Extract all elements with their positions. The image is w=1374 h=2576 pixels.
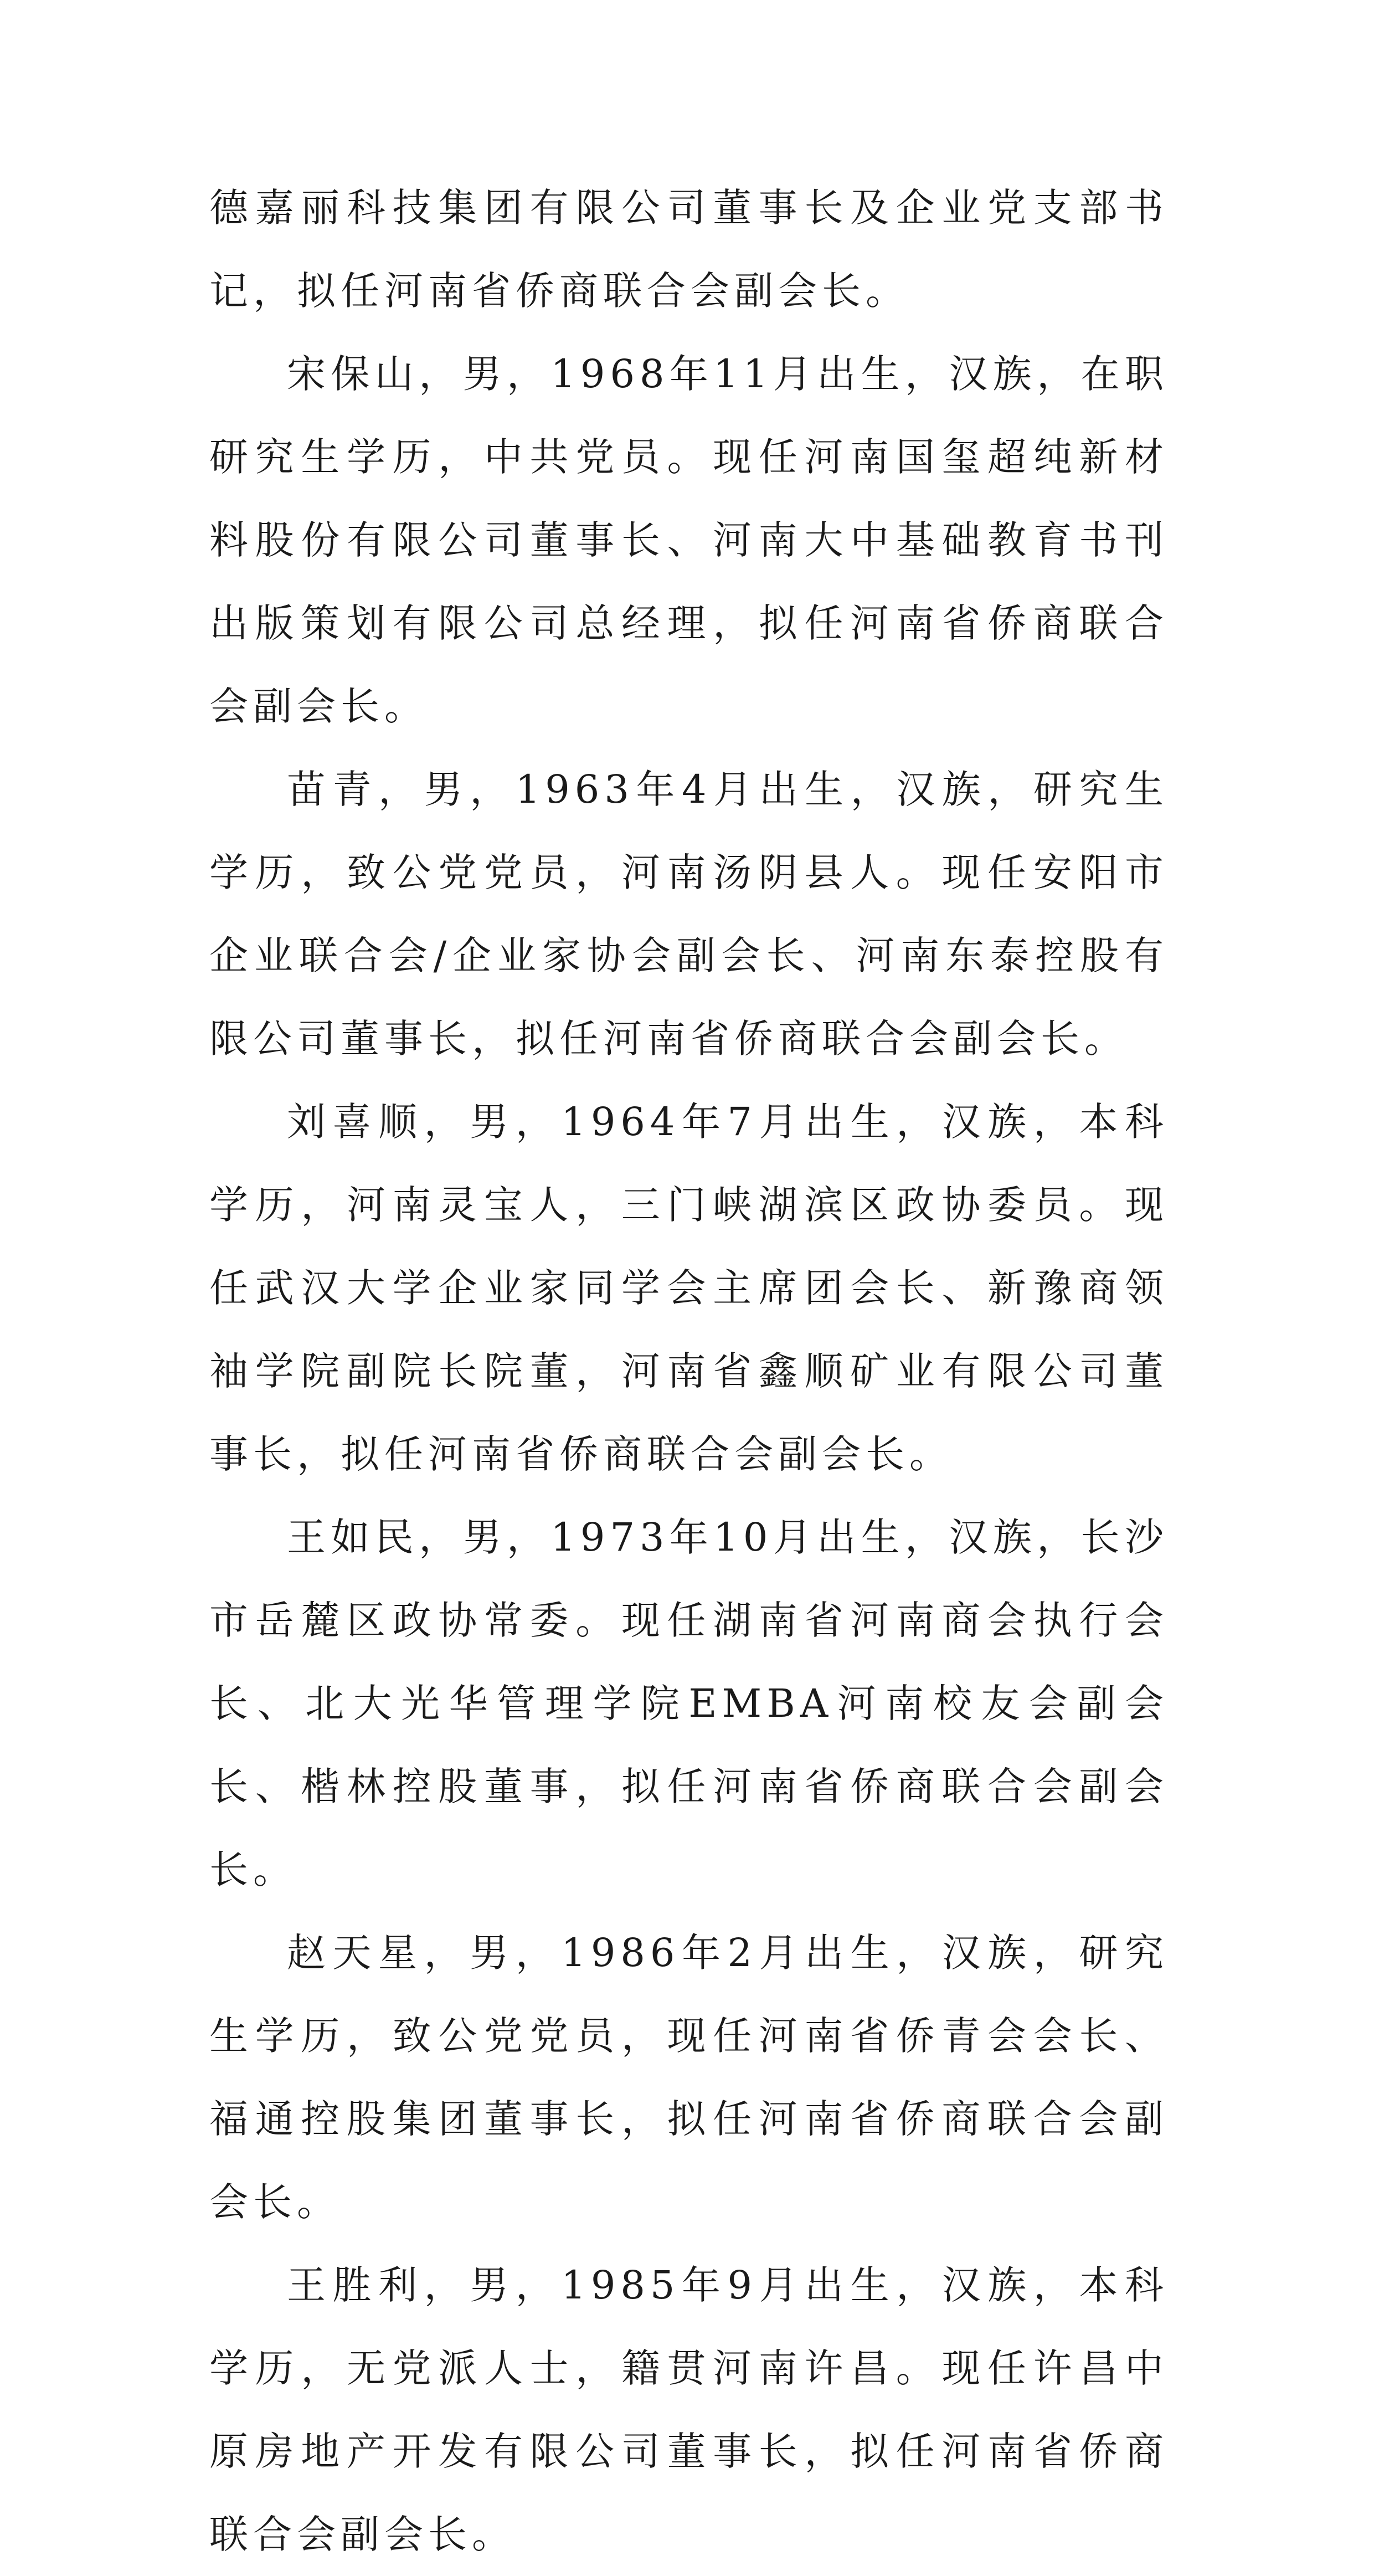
paragraph-wang-rumin: 王如民，男，1973年10月出生，汉族，长沙市岳麓区政协常委。现任湖南省河南商会执行会长、北大光华管理学院EMBA河南校友会副会长、楷林控股董事，拟任河南省侨商联合会副会长。 [209, 1515, 1169, 1892]
document-body [209, 166, 1169, 2576]
paragraph-wang-shengli: 王胜利，男，1985年9月出生，汉族，本科学历，无党派人士，籍贯河南许昌。现任许昌中原房地产开发有限公司董事长，拟任河南省侨商联合会副会长。 [209, 2262, 1169, 2557]
paragraph-miao-qing: 苗青，男，1963年4月出生，汉族，研究生学历，致公党党员，河南汤阴县人。现任安阳市企业联合会/企业家协会副会长、河南东泰控股有限公司董事长，拟任河南省侨商联合会副会长。 [209, 767, 1169, 1061]
paragraph-continuation: 德嘉丽科技集团有限公司董事长及企业党支部书记，拟任河南省侨商联合会副会长。 [209, 185, 1169, 314]
paragraph-zhao-tianxing: 赵天星，男，1986年2月出生，汉族，研究生学历，致公党党员，现任河南省侨青会会长、福通控股集团董事长，拟任河南省侨商联合会副会长。 [209, 1930, 1169, 2225]
paragraph-song-baoshan: 宋保山，男，1968年11月出生，汉族，在职研究生学历，中共党员。现任河南国玺超纯新材料股份有限公司董事长、河南大中基础教育书刊出版策划有限公司总经理，拟任河南省侨商联合会副会长。 [209, 351, 1169, 729]
paragraph-liu-xishun: 刘喜顺，男，1964年7月出生，汉族，本科学历，河南灵宝人，三门峡湖滨区政协委员。现任武汉大学企业家同学会主席团会长、新豫商领袖学院副院长院董，河南省鑫顺矿业有限公司董事长，拟任河南省侨商联合会副会长。 [209, 1099, 1169, 1477]
